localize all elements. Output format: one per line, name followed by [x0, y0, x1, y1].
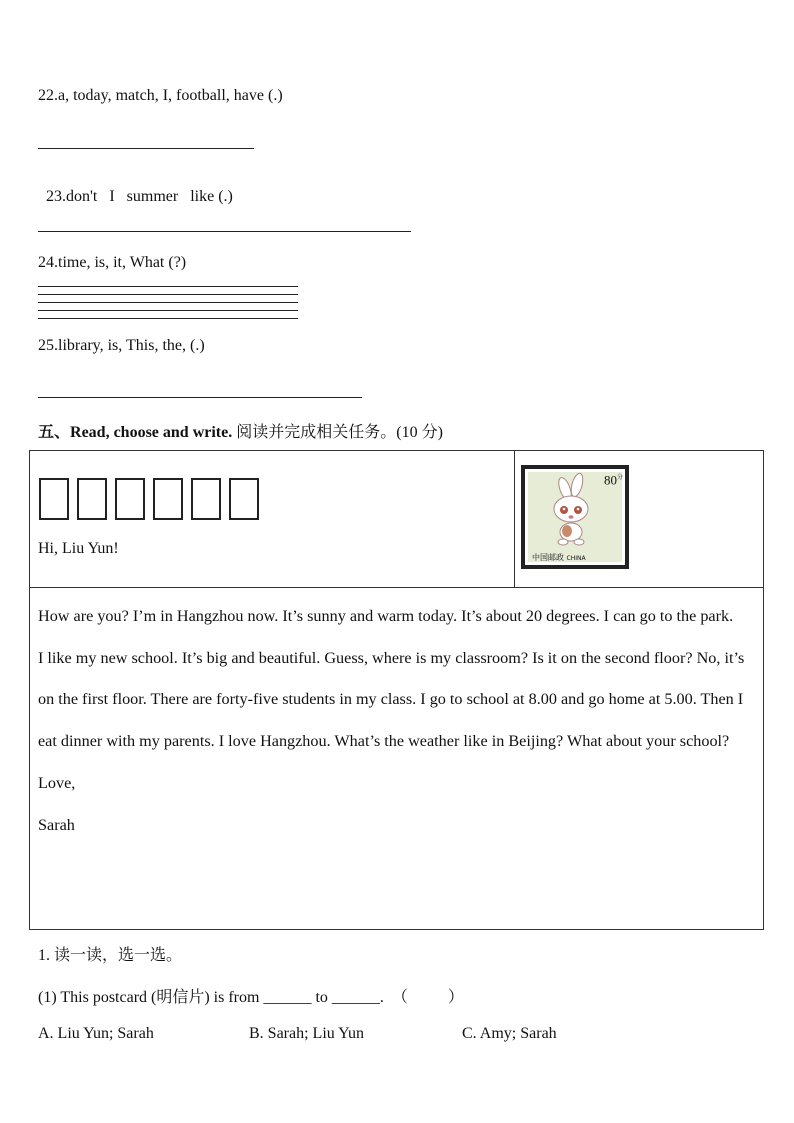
question-25 [38, 337, 205, 355]
zip-box[interactable] [229, 478, 259, 520]
task-instruction: 1. 读一读，选一选。 [38, 947, 183, 964]
zip-box[interactable] [115, 478, 145, 520]
closing: Love, [38, 773, 76, 792]
option-b[interactable]: B. Sarah; Liu Yun [249, 1025, 364, 1042]
zip-box[interactable] [77, 478, 107, 520]
question-number: 25. [38, 337, 58, 354]
question-23 [38, 170, 233, 206]
task-question-1: (1) This postcard (明信片) is from ______ to ______. （ ） [38, 989, 464, 1006]
question-text: don't I summer like (.) [66, 188, 233, 205]
option-a[interactable]: A. Liu Yun; Sarah [38, 1025, 154, 1042]
postcard [29, 450, 764, 930]
answer-line[interactable] [38, 231, 411, 232]
question-text: a, today, match, I, football, have (.) [58, 87, 283, 104]
question-number: 22. [38, 87, 58, 104]
answer-line[interactable] [38, 148, 254, 149]
option-c[interactable]: C. Amy; Sarah [462, 1025, 557, 1042]
divider [514, 451, 515, 587]
section-heading: 五、Read, choose and write. 阅读并完成相关任务。(10 分) [38, 424, 443, 441]
question-text: time, is, it, What (?) [58, 254, 187, 271]
question-22 [38, 87, 283, 105]
writing-line-5[interactable] [38, 318, 298, 319]
question-number: 23. [46, 188, 66, 205]
question-24 [38, 254, 186, 272]
stamp-value: $80^分$ [604, 472, 624, 488]
writing-line-2[interactable] [38, 294, 298, 295]
zip-box[interactable] [39, 478, 69, 520]
writing-line-3[interactable] [38, 302, 298, 303]
writing-line-1[interactable] [38, 286, 298, 287]
writing-line-4[interactable] [38, 310, 298, 311]
zip-box[interactable] [191, 478, 221, 520]
paragraph: How are you? I’m in Hangzhou now. It’s sunny and warm today. It’s about 20 degrees. I can go to the park. [38, 607, 734, 625]
postcard-body [38, 596, 760, 846]
answer-line[interactable] [38, 397, 362, 398]
question-text: library, is, This, the, (.) [58, 337, 205, 354]
greeting: Hi, Liu Yun! [38, 540, 119, 557]
paragraph: I like my new school. It’s big and beautiful. Guess, where is my classroom? Is it on the second floor? No, it’s on the first floor. There are forty-five students in my class. I go to school at 8.00 and go home at 5.00. Then I eat dinner with my parents. I love Hangzhou. What’s the weather like in Beijing? What about your school? [38, 648, 745, 751]
stamp-country: 中国邮政 CHINA [532, 553, 586, 562]
signature: Sarah [38, 815, 75, 834]
zip-box[interactable] [153, 478, 183, 520]
question-number: 24. [38, 254, 58, 271]
postcard-header [30, 451, 763, 588]
